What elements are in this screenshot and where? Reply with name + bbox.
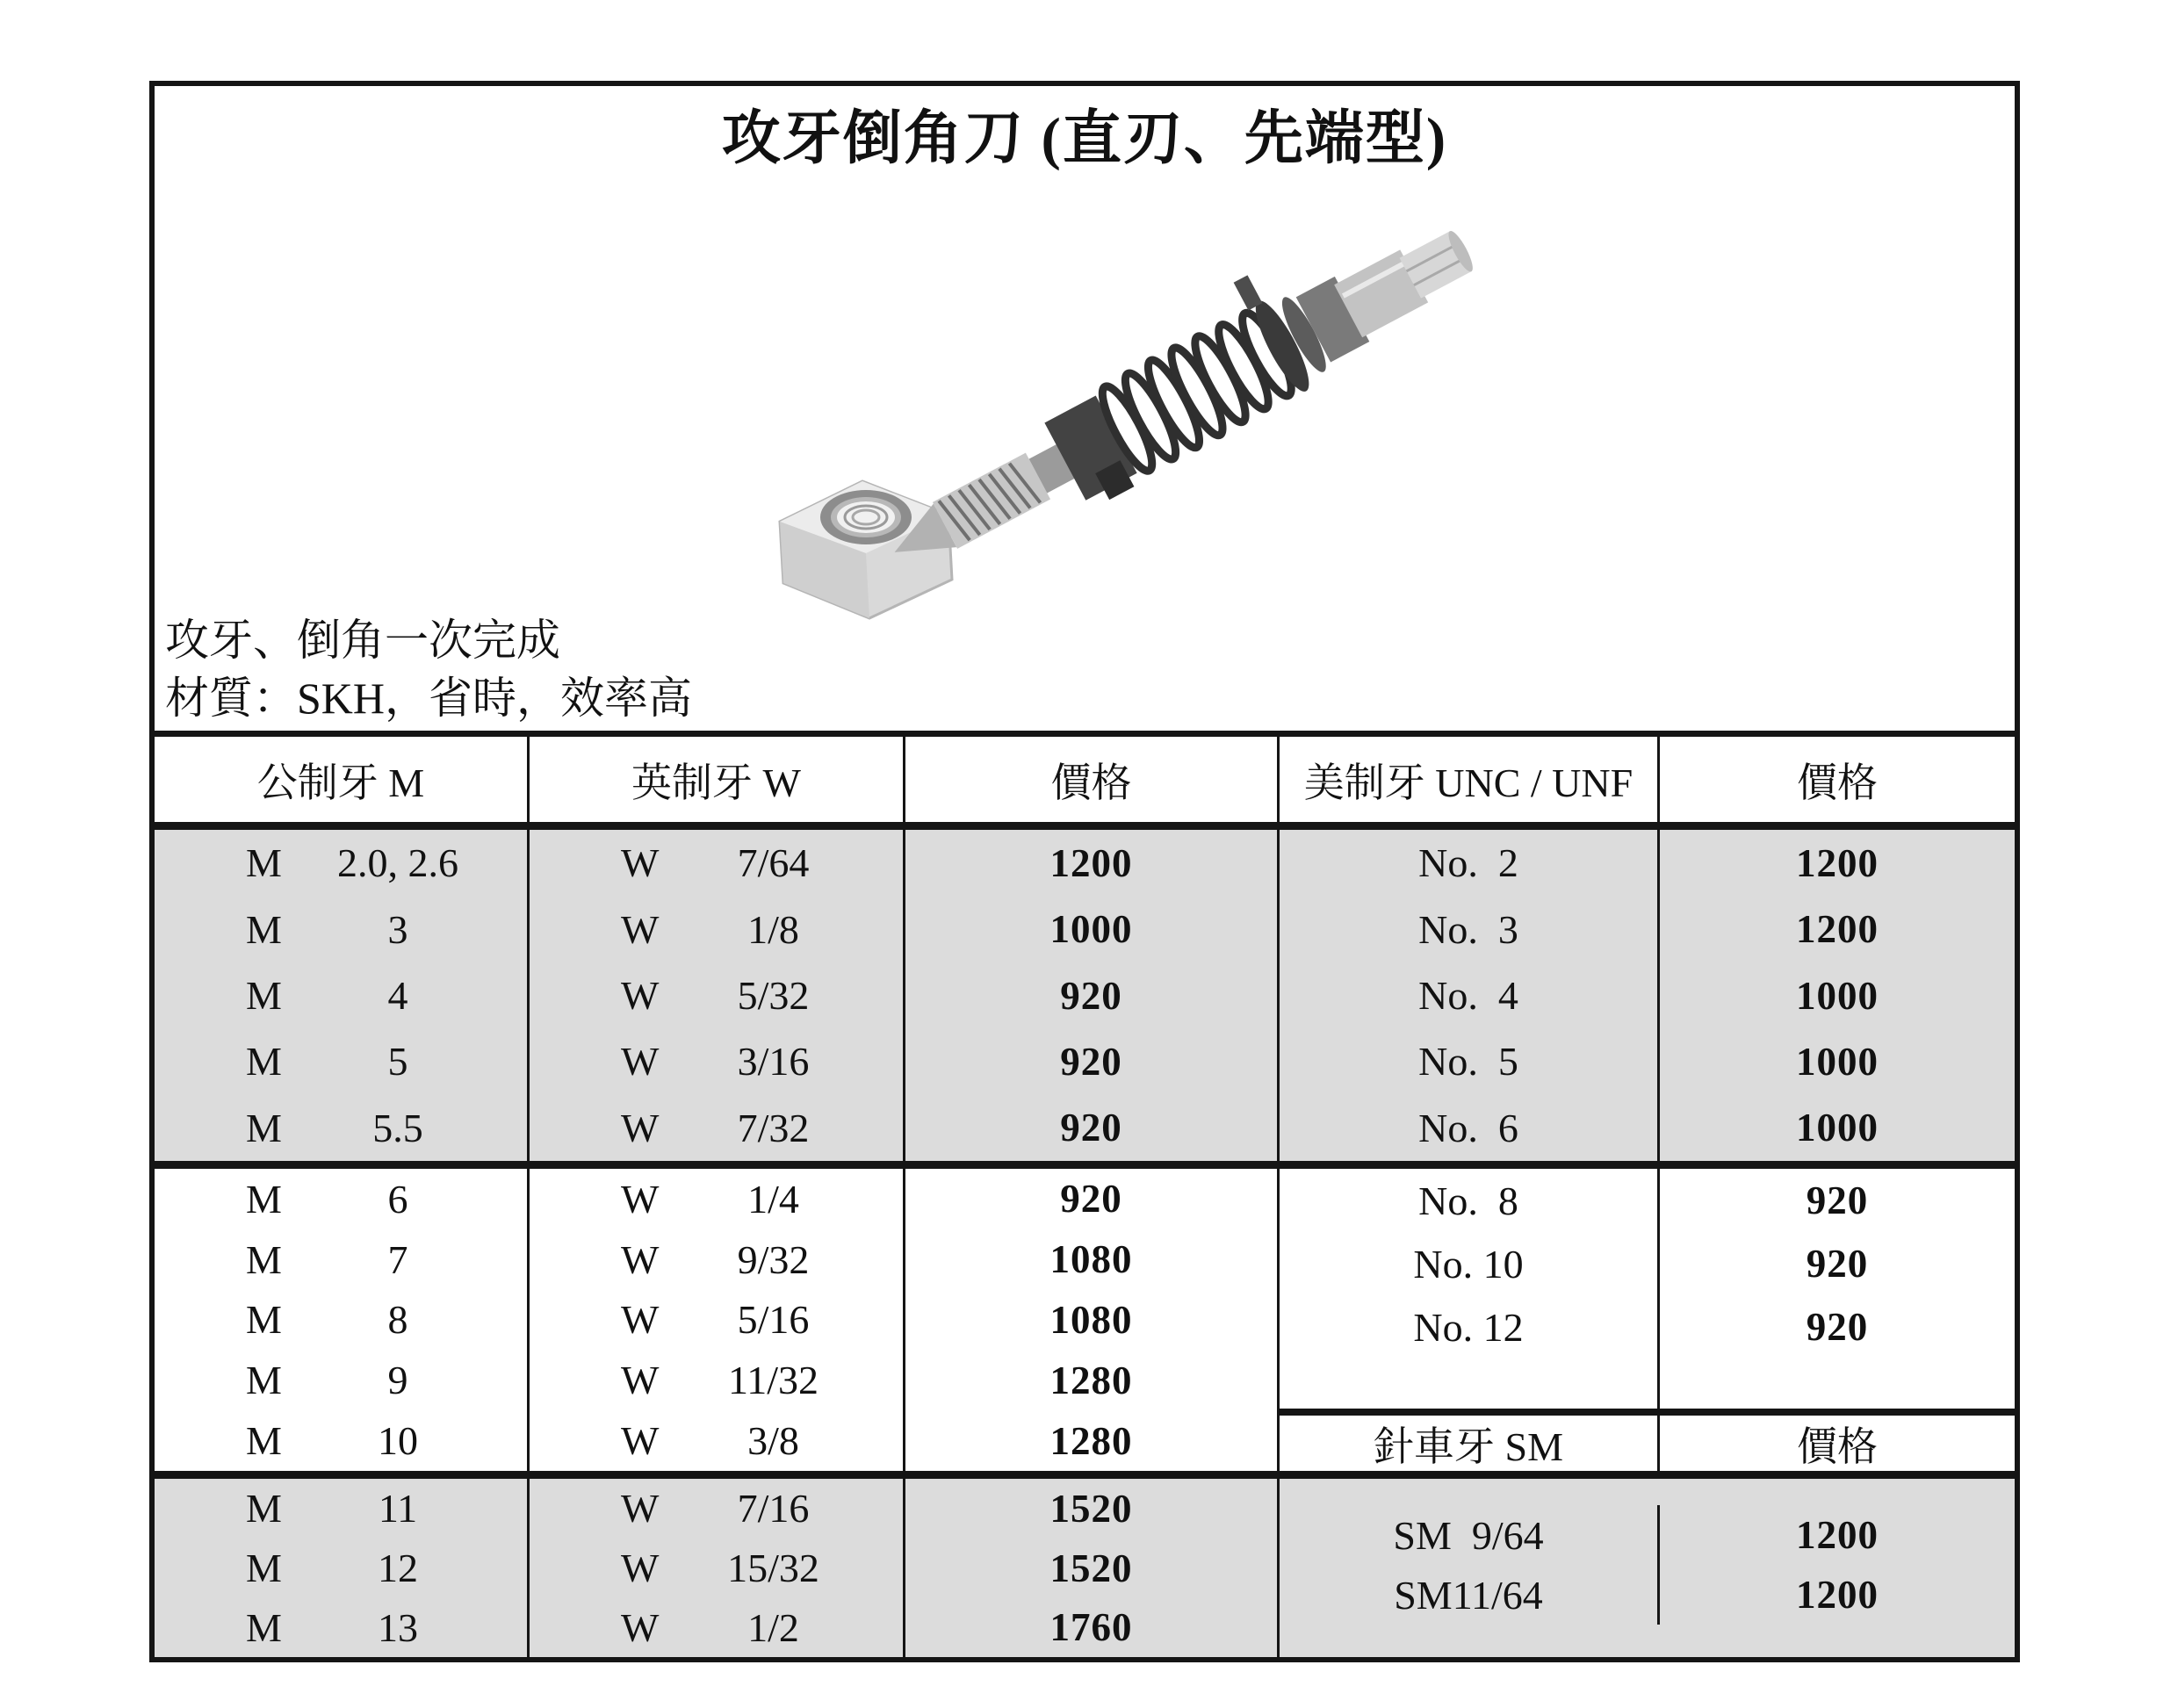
table-row xyxy=(1280,1505,2015,1565)
metric-prefix: M xyxy=(246,1486,282,1531)
price-value: 1760 xyxy=(1049,1605,1133,1650)
metric-size: 10 xyxy=(378,1418,418,1464)
unc-size: No. 12 xyxy=(1413,1304,1524,1350)
whitworth-size: 1/2 xyxy=(747,1604,799,1650)
table-row xyxy=(155,1410,1277,1471)
table-row xyxy=(155,962,1277,1028)
price-value: 1200 xyxy=(1796,1573,1879,1617)
table-row xyxy=(1280,1028,2015,1094)
metric-prefix: M xyxy=(246,973,282,1019)
group2-metric-section xyxy=(155,1169,1280,1471)
price-value: 920 xyxy=(1060,1039,1122,1084)
metric-size: 9 xyxy=(387,1358,408,1403)
group1-metric-section xyxy=(155,830,1280,1161)
metric-size: 5 xyxy=(387,1039,408,1085)
header-price-b: 價格 xyxy=(1797,760,1878,805)
table-row xyxy=(155,1479,1277,1539)
price-value: 1000 xyxy=(1796,1039,1879,1084)
group2-unc-section xyxy=(1280,1169,2015,1471)
cutter-assembly xyxy=(857,231,1475,601)
metric-prefix: M xyxy=(246,1546,282,1590)
price-value: 1080 xyxy=(1049,1297,1133,1342)
price-value: 1080 xyxy=(1049,1237,1133,1282)
header-unc: 美制牙 UNC / UNF xyxy=(1280,737,1660,822)
table-row xyxy=(155,896,1277,962)
whitworth-prefix: W xyxy=(621,1546,660,1590)
price-value: 920 xyxy=(1060,1106,1122,1150)
unc-size: No. 10 xyxy=(1413,1241,1524,1286)
price-value: 1520 xyxy=(1049,1486,1133,1531)
metric-size: 11 xyxy=(378,1486,418,1531)
whitworth-size: 11/32 xyxy=(727,1358,819,1403)
table-row xyxy=(1280,1232,2015,1295)
whitworth-size: 1/8 xyxy=(747,906,799,952)
whitworth-prefix: W xyxy=(621,906,660,952)
unc-size: No. 8 xyxy=(1418,1178,1518,1223)
metric-size: 2.0, 2.6 xyxy=(337,840,458,886)
whitworth-size: 3/8 xyxy=(747,1418,799,1464)
price-value: 1280 xyxy=(1049,1358,1133,1402)
metric-size: 8 xyxy=(387,1297,408,1343)
price-value: 1200 xyxy=(1049,840,1133,885)
header-price-a: 價格 xyxy=(905,737,1280,822)
whitworth-prefix: W xyxy=(621,973,660,1019)
whitworth-prefix: W xyxy=(621,1297,660,1343)
metric-size: 6 xyxy=(387,1176,408,1222)
metric-prefix: M xyxy=(246,1176,282,1222)
metric-size: 13 xyxy=(378,1604,418,1650)
metric-prefix: M xyxy=(246,1297,282,1343)
table-row xyxy=(1280,1095,2015,1161)
table-row xyxy=(155,1028,1277,1094)
table-group-3 xyxy=(155,1479,2015,1657)
table-row xyxy=(155,1095,1277,1161)
table-group-2 xyxy=(155,1169,2015,1471)
metric-size: 3 xyxy=(387,906,408,952)
whitworth-size: 5/16 xyxy=(737,1297,810,1343)
unc-size: No. 5 xyxy=(1418,1039,1518,1085)
table-row xyxy=(155,1290,1277,1351)
price-value: 1280 xyxy=(1049,1418,1133,1463)
sm-subheader-row xyxy=(1280,1416,2015,1471)
table-row xyxy=(155,1229,1277,1290)
whitworth-prefix: W xyxy=(621,1176,660,1222)
unc-size: No. 6 xyxy=(1418,1105,1518,1150)
page-title: 攻牙倒角刀 (直刃、先端型) xyxy=(721,106,1448,171)
metric-size: 4 xyxy=(387,973,408,1019)
tap-thread xyxy=(933,453,1050,549)
metric-prefix: M xyxy=(246,1039,282,1085)
group3-metric-section xyxy=(155,1479,1280,1657)
group1-unc-section xyxy=(1280,830,2015,1161)
table-row xyxy=(1280,830,2015,896)
content-frame xyxy=(149,81,2020,1662)
whitworth-prefix: W xyxy=(621,1418,660,1464)
whitworth-prefix: W xyxy=(621,1236,660,1282)
price-value: 1200 xyxy=(1796,1513,1879,1557)
adjust-pin xyxy=(1234,275,1263,310)
sm-size: SM 9/64 xyxy=(1393,1512,1544,1558)
header-whitworth: 英制牙 W xyxy=(530,737,905,822)
table-row xyxy=(155,830,1277,896)
whitworth-size: 5/32 xyxy=(737,973,810,1019)
price-value: 1000 xyxy=(1049,907,1133,952)
table-header-row xyxy=(155,737,2015,822)
sm-size: SM11/64 xyxy=(1394,1572,1543,1618)
metric-prefix: M xyxy=(246,1236,282,1282)
metric-prefix: M xyxy=(246,906,282,952)
whitworth-prefix: W xyxy=(621,1604,660,1650)
whitworth-size: 7/32 xyxy=(737,1105,810,1150)
whitworth-prefix: W xyxy=(621,840,660,886)
header-sm: 針車牙 SM xyxy=(1280,1416,1660,1471)
whitworth-size: 7/16 xyxy=(737,1486,810,1531)
metric-size: 7 xyxy=(387,1236,408,1282)
feature-line-2: 材質：SKH，省時，效率高 xyxy=(165,674,693,723)
divider xyxy=(155,1161,2015,1169)
metric-prefix: M xyxy=(246,1418,282,1464)
hex-nut-part xyxy=(780,481,952,618)
metric-size: 12 xyxy=(378,1546,418,1590)
table-row xyxy=(1280,1295,2015,1358)
whitworth-size: 9/32 xyxy=(737,1236,810,1282)
product-photo xyxy=(738,231,1475,628)
header-price-c: 價格 xyxy=(1797,1423,1878,1469)
feature-line-1: 攻牙、倒角一次完成 xyxy=(165,616,560,665)
whitworth-prefix: W xyxy=(621,1358,660,1403)
feature-notes xyxy=(165,611,692,727)
table-row xyxy=(1280,962,2015,1028)
metric-prefix: M xyxy=(246,840,282,886)
metric-size: 5.5 xyxy=(372,1105,423,1150)
table-row xyxy=(1280,1565,2015,1625)
table-row xyxy=(155,1539,1277,1598)
price-value: 920 xyxy=(1806,1242,1869,1286)
table-row xyxy=(155,1169,1277,1229)
table-row xyxy=(155,1597,1277,1657)
table-group-1 xyxy=(155,830,2015,1161)
whitworth-prefix: W xyxy=(621,1105,660,1150)
price-value: 920 xyxy=(1806,1178,1869,1222)
price-value: 920 xyxy=(1060,1177,1122,1222)
whitworth-prefix: W xyxy=(621,1039,660,1085)
whitworth-size: 15/32 xyxy=(727,1546,819,1590)
price-value: 1520 xyxy=(1049,1546,1133,1590)
metric-prefix: M xyxy=(246,1358,282,1403)
price-table xyxy=(155,731,2015,1657)
whitworth-size: 7/64 xyxy=(737,840,810,886)
unc-size: No. 3 xyxy=(1418,906,1518,952)
table-row xyxy=(1280,896,2015,962)
price-value: 920 xyxy=(1806,1305,1869,1349)
divider xyxy=(155,1471,2015,1479)
unc-size: No. 2 xyxy=(1418,840,1518,886)
table-row xyxy=(155,1350,1277,1410)
group3-sm-section xyxy=(1280,1479,2015,1657)
whitworth-size: 1/4 xyxy=(747,1176,799,1222)
whitworth-size: 3/16 xyxy=(737,1039,810,1085)
unc-size: No. 4 xyxy=(1418,973,1518,1019)
metric-prefix: M xyxy=(246,1604,282,1650)
price-value: 1200 xyxy=(1796,840,1879,885)
divider xyxy=(155,822,2015,830)
empty-cell xyxy=(1280,1358,2015,1409)
price-value: 1000 xyxy=(1796,1106,1879,1150)
price-value: 920 xyxy=(1060,973,1122,1018)
metric-prefix: M xyxy=(246,1105,282,1150)
price-value: 1000 xyxy=(1796,973,1879,1018)
whitworth-prefix: W xyxy=(621,1486,660,1531)
table-row xyxy=(1280,1169,2015,1232)
header-metric: 公制牙 M xyxy=(155,737,530,822)
price-value: 1200 xyxy=(1796,907,1879,952)
